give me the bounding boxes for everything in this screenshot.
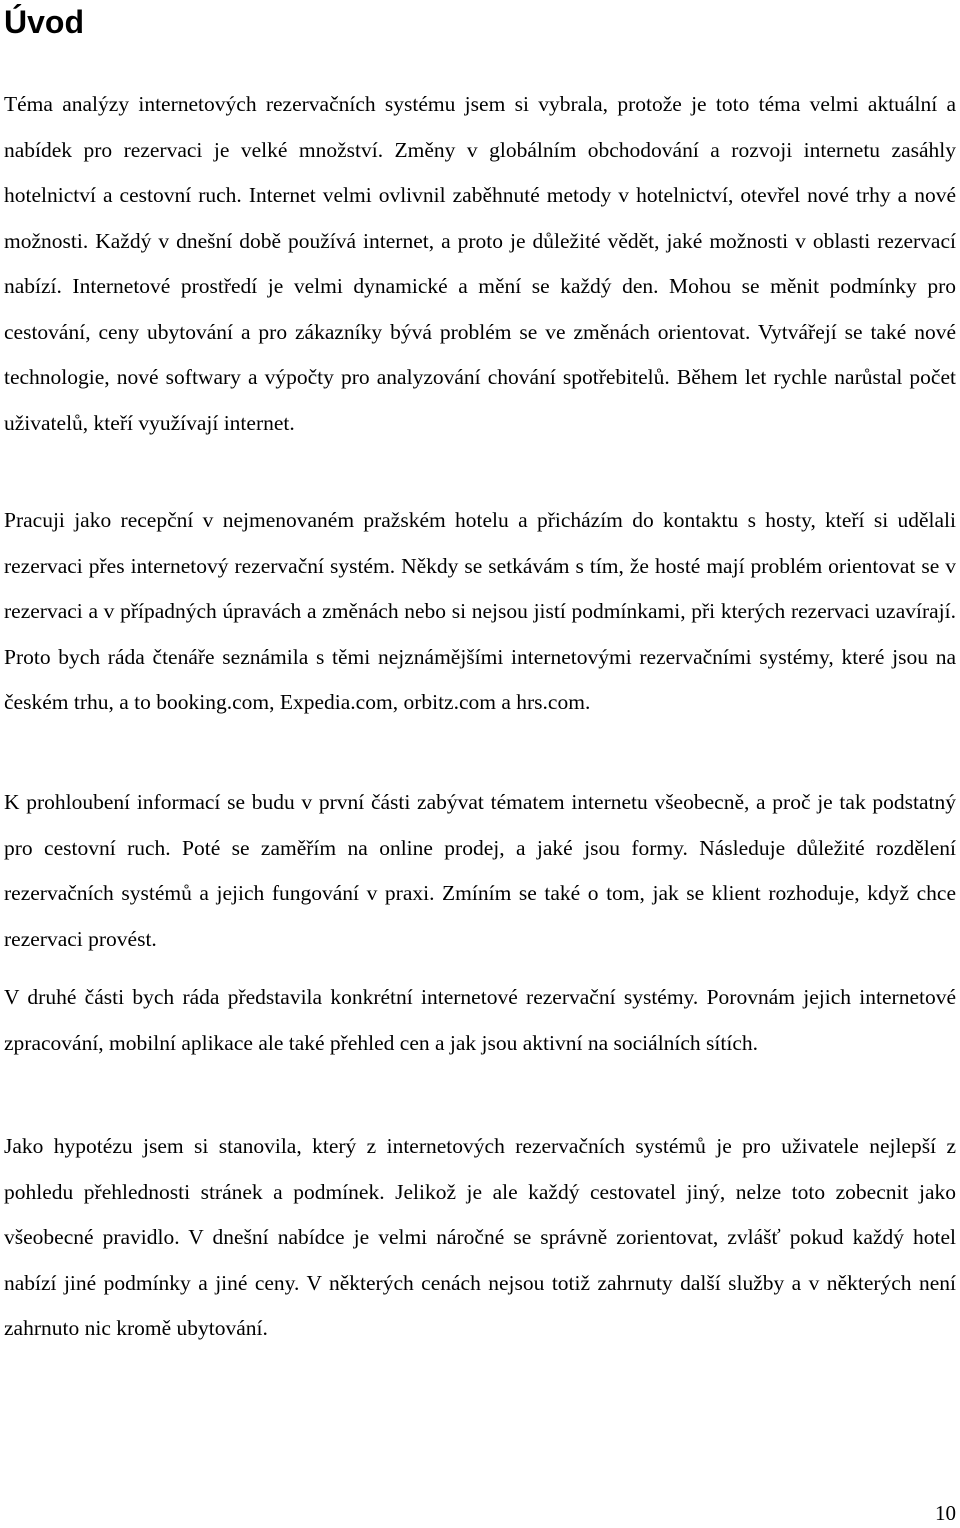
paragraph-topic-intro: Téma analýzy internetových rezervačních systému jsem si vybrala, protože je toto téma velmi aktuální a nabídek pro rezervaci je velké množství. Změny v globálním obchodování a rozvoji internetu zasáhly hotelnictví a cestovní ruch. Internet velmi ovlivnil zaběhnuté metody v hotelnictví, otevřel nové trhy a nové možnosti. Každý v dnešní době používá internet, a proto je důležité vědět, jaké možnosti v oblasti rezervací nabízí. Internetové prostředí je velmi dynamické a mění se každý den. Mohou se měnit podmínky pro cestování, ceny ubytování a pro zákazníky bývá problém se ve změnách orientovat. Vytvářejí se také nové technologie, nové softwary a výpočty pro analyzování chování spotřebitelů. Během let rychle narůstal počet uživatelů, kteří využívají internet. — [4, 92, 956, 435]
section-heading: Úvod — [4, 4, 84, 40]
paragraph-personal-motivation: Pracuji jako recepční v nejmenovaném pražském hotelu a přicházím do kontaktu s hosty, kteří si udělali rezervaci přes internetový rezervační systém. Někdy se setkávám s tím, že hosté mají problém orientovat se v rezervaci a v případných úpravách a změnách nebo si nejsou jistí podmínkami, při kterých rezervaci uzavírají. Proto bych ráda čtenáře seznámila s těmi nejznámějšími internetovými rezervačními systémy, které jsou na českém trhu, a to booking.com, Expedia.com, orbitz.com a hrs.com. — [4, 508, 956, 714]
paragraph-second-part: V druhé části bych ráda představila konkrétní internetové rezervační systémy. Porovnám jejich internetové zpracování, mobilní aplikace ale také přehled cen a jak jsou aktivní na sociálních sítích. — [4, 985, 956, 1055]
paragraph-first-part: K prohloubení informací se budu v první části zabývat tématem internetu všeobecně, a proč je tak podstatný pro cestovní ruch. Poté se zaměřím na online prodej, a jaké jsou formy. Následuje důležité rozdělení rezervačních systémů a jejich fungování v praxi. Zmíním se také o tom, jak se klient rozhoduje, když chce rezervaci provést. — [4, 790, 956, 951]
paragraph-hypothesis: Jako hypotézu jsem si stanovila, který z internetových rezervačních systémů je pro uživatele nejlepší z pohledu přehlednosti stránek a podmínek. Jelikož je ale každý cestovatel jiný, nelze toto zobecnit jako všeobecné pravidlo. V dnešní nabídce je velmi náročné se správně zorientovat, zvlášť pokud každý hotel nabízí jiné podmínky a jiné ceny. V některých cenách nejsou totiž zahrnuty další služby a v některých není zahrnuto nic kromě ubytování. — [4, 1134, 956, 1340]
page-number: 10 — [935, 1501, 956, 1525]
